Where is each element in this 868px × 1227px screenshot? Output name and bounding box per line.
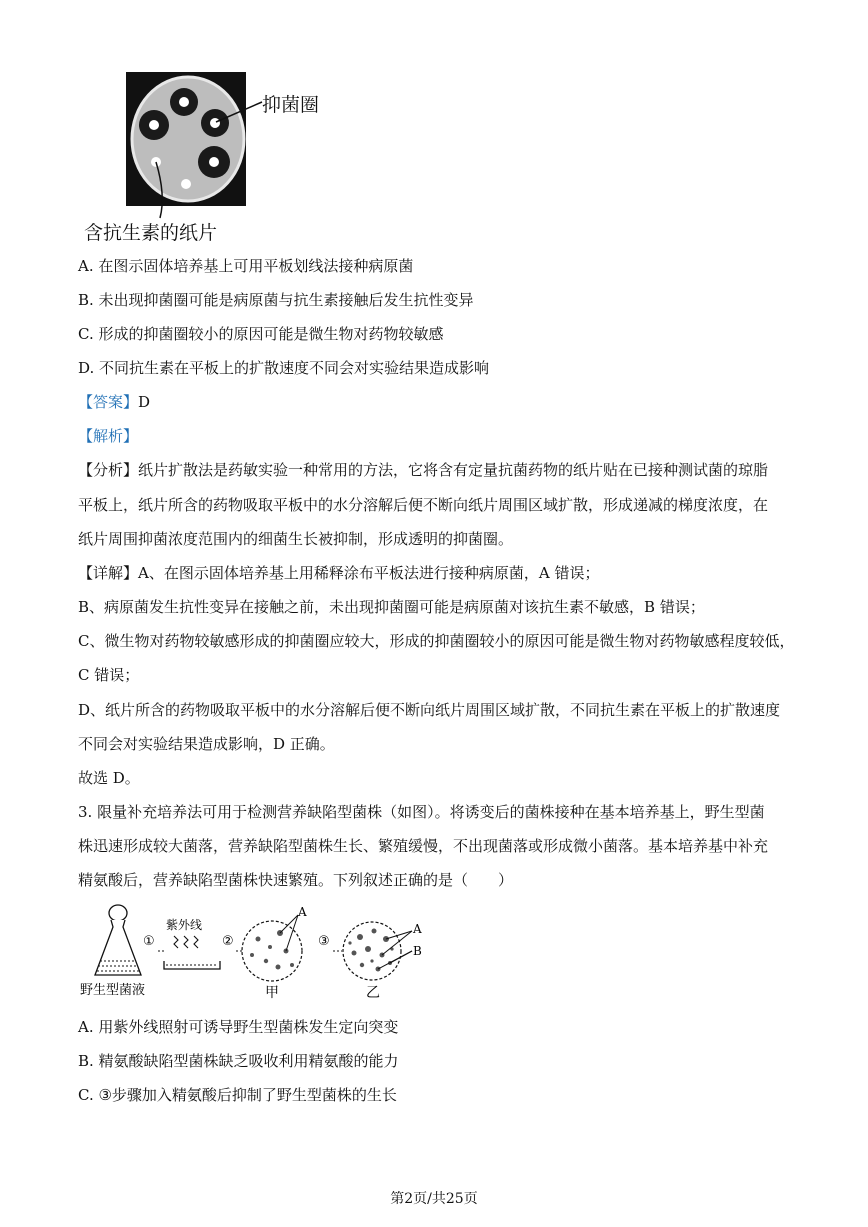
q2-option-a: A. 在图示固体培养基上可用平板划线法接种病原菌 <box>78 257 414 275</box>
caption-flask: 野生型菌液 <box>80 983 146 998</box>
detail-line-6: 不同会对实验结果造成影响，D 正确。 <box>78 735 335 753</box>
page-footer: 第2页/共25页 <box>390 1191 478 1207</box>
answer-value: D <box>138 393 151 411</box>
label-a-yi: A <box>413 922 422 936</box>
paper-disc-label: 含抗生素的纸片 <box>84 222 218 244</box>
step2-label: ② <box>222 934 234 949</box>
label-b-yi: B <box>413 944 422 958</box>
q3-option-c: C. ③步骤加入精氨酸后抑制了野生型菌株的生长 <box>78 1086 397 1104</box>
detail-line-1 <box>78 562 599 584</box>
flask-icon <box>95 905 141 975</box>
fenxi-line-3: 纸片周围抑菌浓度范围内的细菌生长被抑制，形成透明的抑菌圈。 <box>78 530 514 548</box>
q3-process-diagram <box>80 903 440 1003</box>
conclusion: 故选 D。 <box>78 769 140 787</box>
q3-option-a: A. 用紫外线照射可诱导野生型菌株发生定向突变 <box>78 1018 399 1036</box>
step3-label: ③ <box>318 934 330 949</box>
q3-stem-line-3: 精氨酸后，营养缺陷型菌株快速繁殖。下列叙述正确的是（ ） <box>78 871 514 889</box>
uv-rays-icon <box>174 936 198 948</box>
detail-tag: 【详解】 <box>78 564 139 582</box>
detail-line-4: C 错误； <box>78 666 140 684</box>
answer-line <box>78 391 150 413</box>
plate-jia <box>242 915 302 981</box>
q2-option-c: C. 形成的抑菌圈较小的原因可能是微生物对药物较敏感 <box>78 325 444 343</box>
caption-jia: 甲 <box>265 985 279 1001</box>
inhibition-zone-label: 抑菌圈 <box>262 94 320 116</box>
analysis-tag: 【解析】 <box>78 427 139 445</box>
q2-option-d: D. 不同抗生素在平板上的扩散速度不同会对实验结果造成影响 <box>78 359 490 377</box>
culture-dish-icon <box>164 961 220 969</box>
uv-label: 紫外线 <box>166 918 203 932</box>
detail-line-2: B、病原菌发生抗性变异在接触之前，未出现抑菌圈可能是病原菌对该抗生素不敏感，B 错误； <box>78 598 705 616</box>
fenxi-tag: 【分析】 <box>78 461 139 479</box>
q3-option-b: B. 精氨酸缺陷型菌株缺乏吸收利用精氨酸的能力 <box>78 1052 399 1070</box>
fenxi-line-2: 平板上，纸片所含的药物吸取平板中的水分溶解后便不断向纸片周围区域扩散，形成递减的梯度浓度，在 <box>78 496 769 514</box>
detail-text-1: A、在图示固体培养基上用稀释涂布平板法进行接种病原菌，A 错误； <box>138 564 600 582</box>
detail-line-3: C、微生物对药物较敏感形成的抑菌圈应较大，形成的抑菌圈较小的原因可能是微生物对药物敏感程度较低， <box>78 632 795 650</box>
detail-line-5: D、纸片所含的药物吸取平板中的水分溶解后便不断向纸片周围区域扩散，不同抗生素在平板上的扩散速度 <box>78 701 781 719</box>
q3-stem-line-1: 3. 限量补充培养法可用于检测营养缺陷型菌株（如图）。将诱变后的菌株接种在基本培养基上，野生型菌 <box>78 803 765 821</box>
plate-yi <box>343 922 412 980</box>
label-a-jia: A <box>298 905 307 919</box>
q3-stem-line-2: 株迅速形成较大菌落，营养缺陷型菌株生长、繁殖缓慢，不出现菌落或形成微小菌落。基本培养基中补充 <box>78 837 769 855</box>
q2-option-b: B. 未出现抑菌圈可能是病原菌与抗生素接触后发生抗性变异 <box>78 291 474 309</box>
answer-tag: 【答案】 <box>78 393 139 411</box>
fenxi-text-1: 纸片扩散法是药敏实验一种常用的方法，它将含有定量抗菌药物的纸片贴在已接种测试菌的琼脂 <box>138 461 769 479</box>
step1-label: ① <box>143 934 155 949</box>
caption-yi: 乙 <box>366 985 380 1001</box>
fenxi-line-1 <box>78 459 768 481</box>
